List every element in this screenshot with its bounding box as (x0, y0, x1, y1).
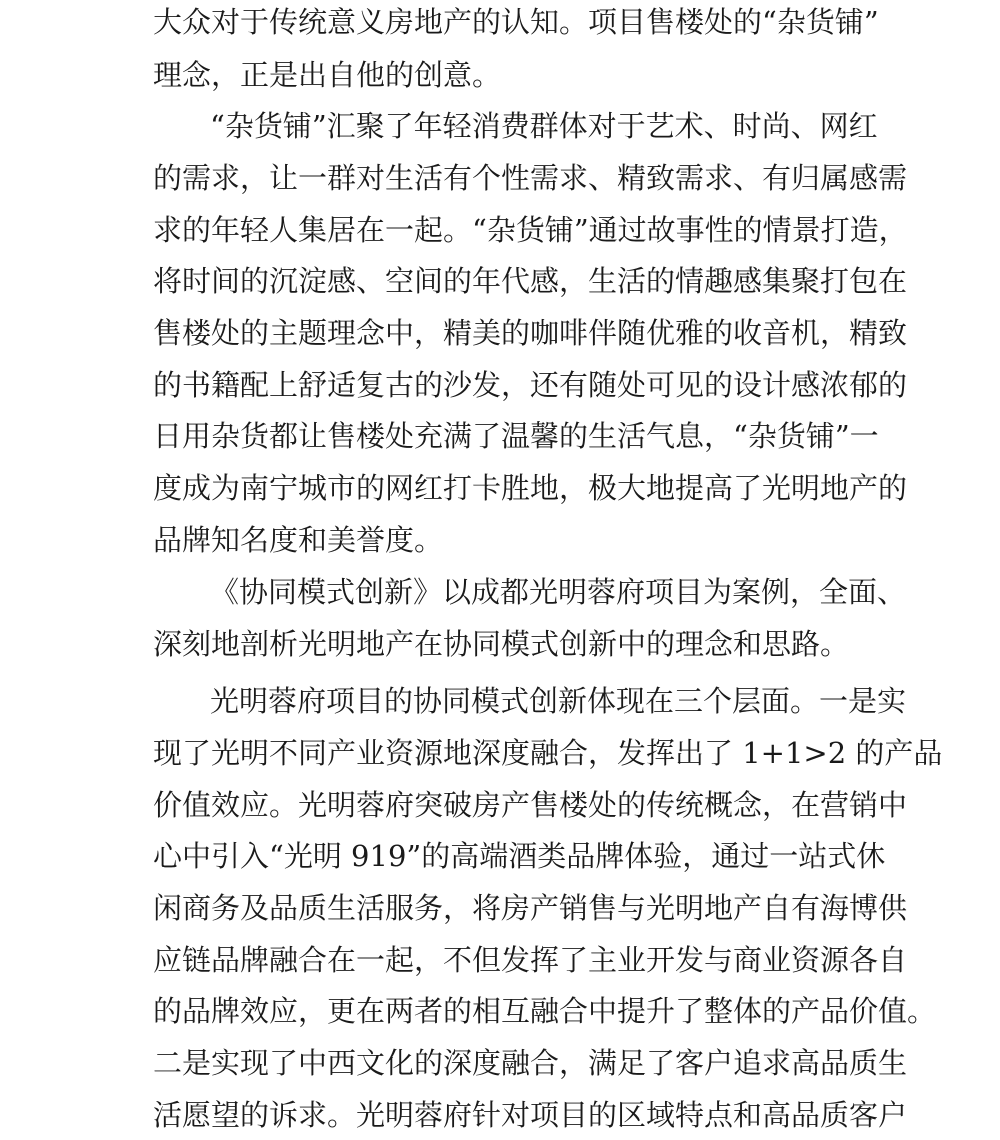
text-line: 将时间的沉淀感、空间的年代感，生活的情趣感集聚打包在 (153, 264, 908, 298)
text-line: 的书籍配上舒适复古的沙发，还有随处可见的设计感浓郁的 (153, 368, 908, 402)
text-line: 求的年轻人集居在一起。“杂货铺”通过故事性的情景打造， (153, 213, 908, 247)
text-line: 《协同模式创新》以成都光明蓉府项目为案例，全面、 (210, 575, 907, 609)
text-line: 光明蓉府项目的协同模式创新体现在三个层面。一是实 (210, 684, 907, 718)
text-line: 现了光明不同产业资源地深度融合，发挥出了 1+1>2 的产品 (153, 736, 943, 770)
text-line: 应链品牌融合在一起，不但发挥了主业开发与商业资源各自 (153, 943, 908, 977)
text-line: 售楼处的主题理念中，精美的咖啡伴随优雅的收音机，精致 (153, 316, 908, 350)
text-line: “杂货铺”汇聚了年轻消费群体对于艺术、时尚、网红 (210, 109, 878, 143)
text-line: 大众对于传统意义房地产的认知。项目售楼处的“杂货铺” (153, 5, 879, 39)
text-line: 闲商务及品质生活服务，将房产销售与光明地产自有海博供 (153, 891, 908, 925)
text-line: 心中引入“光明 919”的高端酒类品牌体验，通过一站式休 (153, 839, 886, 873)
text-line: 品牌知名度和美誉度。 (153, 523, 444, 557)
text-line: 日用杂货都让售楼处充满了温馨的生活气息，“杂货铺”一 (153, 419, 879, 453)
text-line: 理念，正是出自他的创意。 (153, 58, 502, 92)
text-line: 活愿望的诉求。光明蓉府针对项目的区域特点和高品质客户 (153, 1098, 908, 1132)
text-line: 二是实现了中西文化的深度融合，满足了客户追求高品质生 (153, 1046, 908, 1080)
text-line: 度成为南宁城市的网红打卡胜地，极大地提高了光明地产的 (153, 471, 908, 505)
text-line: 的品牌效应，更在两者的相互融合中提升了整体的产品价值。 (153, 994, 937, 1028)
text-line: 价值效应。光明蓉府突破房产售楼处的传统概念，在营销中 (153, 788, 908, 822)
text-line: 深刻地剖析光明地产在协同模式创新中的理念和思路。 (153, 627, 850, 661)
text-line: 的需求，让一群对生活有个性需求、精致需求、有归属感需 (153, 161, 908, 195)
